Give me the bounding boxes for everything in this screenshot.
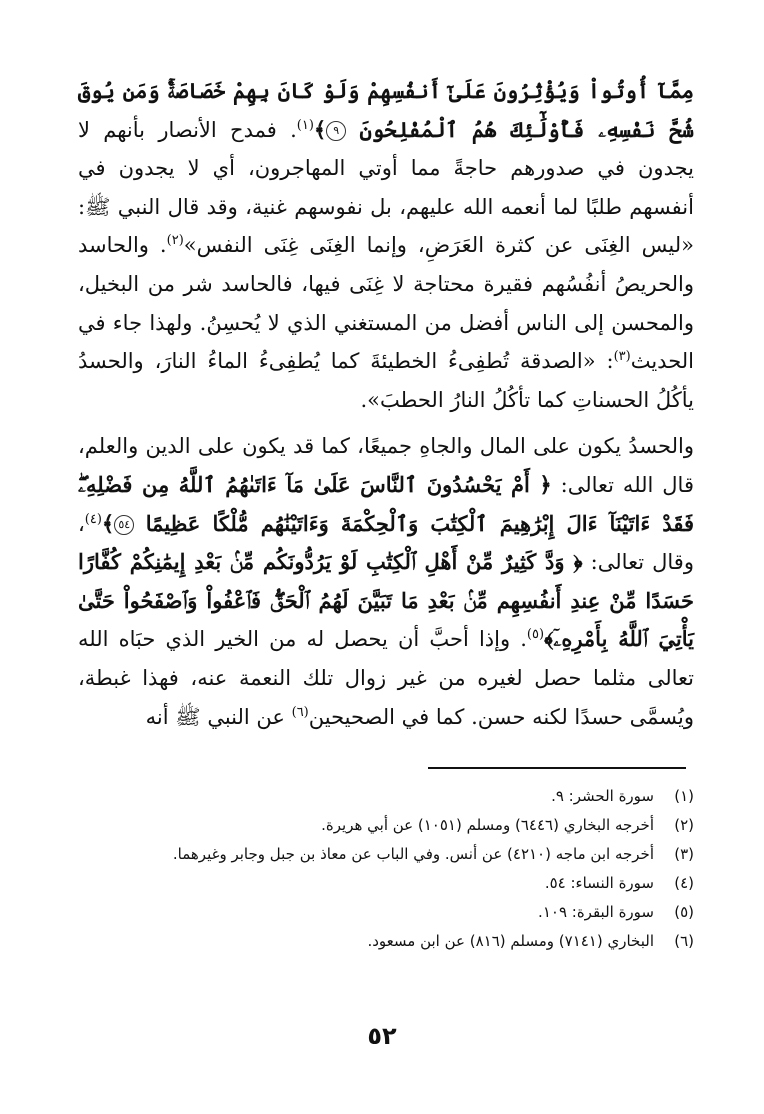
verse-close-bracket: ﴾ xyxy=(313,116,327,142)
quran-verse-nisa: ﴿ أَمْ يَحْسُدُونَ ٱلنَّاسَ عَلَىٰ مَآ ءَاتَىٰهُمُ ٱللَّهُ مِن فَضْلِهِۦۖ فَقَدْ ءَاتَيْنَآ ءَالَ إِبْرَٰهِيمَ ٱلْكِتَٰبَ وَٱلْحِكْمَةَ وَءَاتَيْنَٰهُم مُّلْكًا عَظِيمًا xyxy=(78,471,694,536)
footnote-ref-5[interactable]: (٥) xyxy=(526,627,545,643)
paragraph-2 xyxy=(78,427,694,736)
footnote-text: أخرجه البخاري (٦٤٤٦) ومسلم (١٠٥١) عن أبي هريرة. xyxy=(321,816,654,834)
footnote-number: (٣) xyxy=(674,845,694,863)
ayah-number-marker: ٩ xyxy=(326,121,346,141)
quran-verse-baqara: ﴿ وَدَّ كَثِيرٌ مِّنْ أَهْلِ ٱلْكِتَٰبِ لَوْ يَرُدُّونَكُم مِّنۢ بَعْدِ إِيمَٰنِكُمْ كُفَّارًا حَسَدًا مِّنْ عِندِ أَنفُسِهِم مِّنۢ بَعْدِ مَا تَبَيَّنَ لَهُمُ ٱلْحَقُّۖ فَٱعْفُواْ وَٱصْفَحُواْ حَتَّىٰ يَأْتِيَ ٱللَّهُ بِأَمْرِهِۦٓ﴾ xyxy=(78,549,694,652)
footnote-item xyxy=(78,871,694,896)
main-text xyxy=(78,72,694,736)
footnote-ref-1[interactable]: (١) xyxy=(296,117,314,133)
footnote-text: البخاري (٧١٤١) ومسلم (٨١٦) عن ابن مسعود. xyxy=(367,932,654,950)
footnote-item xyxy=(78,900,694,925)
footnote-ref-3[interactable]: (٣) xyxy=(613,349,631,365)
footnote-ref-2[interactable]: (٢) xyxy=(166,233,184,249)
verse-close-bracket: ﴾ xyxy=(101,510,115,536)
paragraph-2-text-a: والحسدُ يكون على المال والجاهِ جميعًا، كما قد يكون على الدين والعلم، قال الله تعالى: xyxy=(78,434,694,497)
paragraph-2-text-d: عن النبي ﷺ أنه xyxy=(145,704,292,729)
quran-verse-hashr: مِمَّآ أُوتُواْ وَيُؤْثِرُونَ عَلَىٰٓ أَنفُسِهِمْ وَلَوْ كَانَ بِهِمْ خَصَاصَةٌۚ وَمَن يُوقَ شُحَّ نَفْسِهِۦ فَأُوْلَٰٓئِكَ هُمُ ٱلْمُفْلِحُونَ xyxy=(78,78,694,142)
paragraph-1 xyxy=(78,72,694,419)
footnote-text: أخرجه ابن ماجه (٤٢١٠) عن أنس. وفي الباب عن معاذ بن جبل وجابر وغيرهما. xyxy=(172,845,654,863)
footnote-item xyxy=(78,929,694,954)
footnote-ref-4[interactable]: (٤) xyxy=(84,511,102,527)
footnote-number: (٤) xyxy=(674,874,694,892)
paragraph-2-text-c: . وإذا أحبَّ أن يحصل له من الخير الذي حبَاه الله تعالى مثلما حصل لغيره من غير زوال تلك النعمة عنه، فهذا غبطة، ويُسمَّى حسدًا لكنه حسن. كما في الصحيحين xyxy=(78,627,694,729)
paragraph-1-text-a: . فمدح الأنصار بأنهم لا يجدون في صدورهم حاجةً مما أوتي المهاجرون، أي لا يجدون في أنفسهم طلبًا لما أنعمه الله عليهم، بل نفوسهم غنية، وقد قال النبي ﷺ: «ليس الغِنَى عن كثرة العَرَضِ، وإنما الغِنَى غِنَى النفس» xyxy=(78,117,694,258)
footnotes-list xyxy=(78,784,694,958)
footnote-item xyxy=(78,813,694,838)
page-number: ٥٢ xyxy=(367,1022,397,1050)
footnote-item xyxy=(78,784,694,809)
footnote-number: (٥) xyxy=(674,903,694,921)
footnote-divider xyxy=(428,767,686,769)
paragraph-2-text-b: ، وقال تعالى: xyxy=(78,511,694,575)
paragraph-spacer xyxy=(78,419,694,427)
footnote-number: (٦) xyxy=(674,932,694,950)
footnote-ref-6[interactable]: (٦) xyxy=(291,704,309,720)
paragraph-1-text-c: : «الصدقة تُطفِىءُ الخطيئةَ كما يُطفِىءُ الماءُ النارَ، والحسدُ يأكُلُ الحسناتِ كما تأكُلُ النارُ الحطبَ». xyxy=(78,349,694,412)
footnote-number: (٢) xyxy=(674,816,694,834)
footnote-text: سورة النساء: ٥٤. xyxy=(544,874,654,892)
footnote-item xyxy=(78,842,694,867)
paragraph-1-text-b: . والحاسد والحريصُ أنفُسُهم فقيرة محتاجة لا غِنَى فيها، فالحاسد شر من البخيل، والمحسن إلى الناس أفضل من المستغني الذي لا يُحسِنُ. ولهذا جاء في الحديث xyxy=(78,233,694,374)
footnote-text: سورة الحشر: ٩. xyxy=(551,787,654,805)
footnote-number: (١) xyxy=(674,787,694,805)
footnote-text: سورة البقرة: ١٠٩. xyxy=(538,903,654,921)
ayah-number-marker: ٥٤ xyxy=(114,515,134,535)
